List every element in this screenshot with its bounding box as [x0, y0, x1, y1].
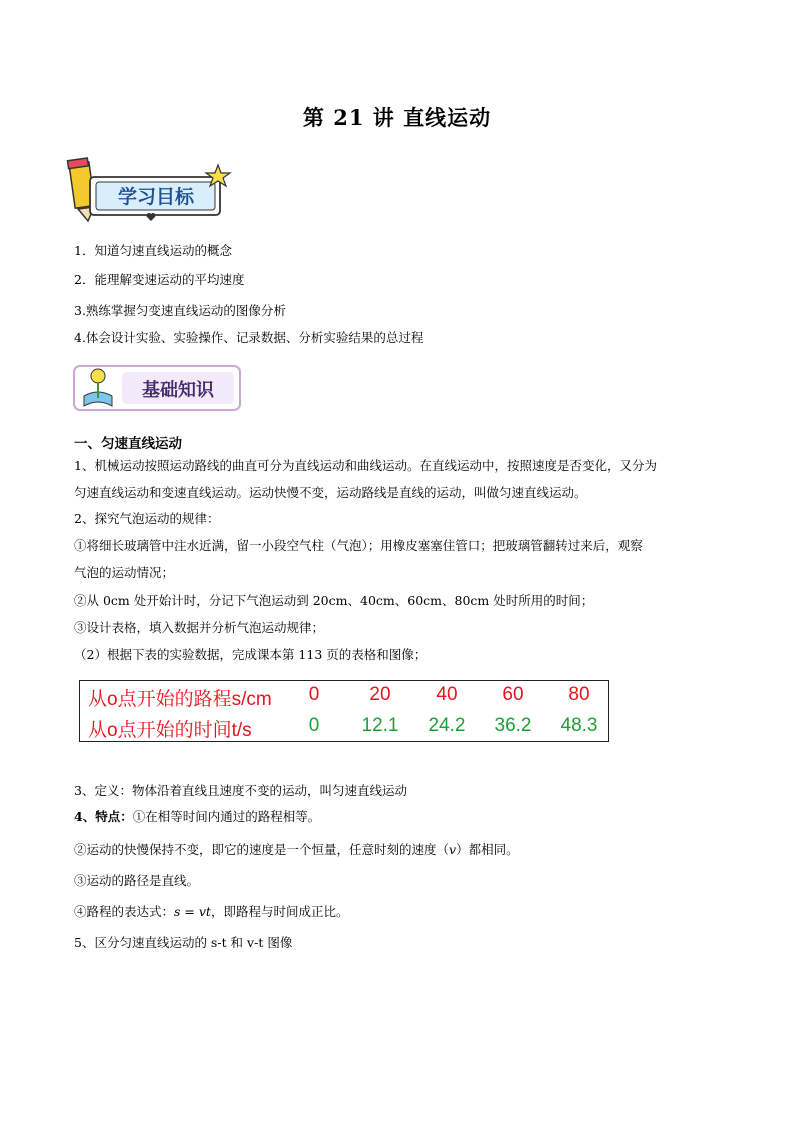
paragraph-3a: ①将细长玻璃管中注水近满，留一小段空气柱（气泡）；用橡皮塞塞住管口；把玻璃管翻转过来后，观察 — [74, 538, 643, 553]
row-label-time: 从o点开始的时间t/s — [88, 720, 252, 741]
table-cell: 36.2 — [494, 715, 532, 736]
basic-knowledge-label: 基础知识 — [142, 380, 214, 401]
paragraph-3b: 气泡的运动情况； — [74, 565, 175, 580]
paragraph-12: 5、区分匀速直线运动的 s-t 和 v-t 图像 — [74, 935, 293, 950]
paragraph-7: 3、定义：物体沿着直线且速度不变的运动，叫匀速直线运动 — [74, 783, 407, 798]
table-cell: 80 — [568, 684, 590, 705]
paragraph-1a: 1、机械运动按照运动路线的曲直可分为直线运动和曲线运动。在直线运动中，按照速度是否变化，又分为 — [74, 458, 657, 473]
formula-pre: ④路程的表达式： — [74, 904, 175, 919]
table-cell: 12.1 — [361, 715, 399, 736]
paragraph-2: 2、探究气泡运动的规律： — [74, 511, 220, 526]
paragraph-6: （2）根据下表的实验数据，完成课本第 113 页的表格和图像； — [74, 647, 427, 662]
table-cell: 0 — [308, 684, 320, 705]
table-cell: 20 — [369, 684, 391, 705]
row-label-distance: 从o点开始的路程s/cm — [88, 689, 272, 710]
feature-1: ①在相等时间内通过的路程相等。 — [132, 809, 321, 824]
table-cell: 48.3 — [560, 715, 598, 736]
paragraph-11 — [74, 904, 348, 920]
goal-1: 1．知道匀速直线运动的概念 — [74, 243, 232, 258]
learning-goals-badge — [66, 155, 236, 230]
table-cell: 24.2 — [428, 715, 466, 736]
experiment-data-table — [79, 680, 609, 742]
heart-icon — [147, 213, 156, 221]
goal-2: 2．能理解变速运动的平均速度 — [74, 272, 245, 287]
learning-goals-label: 学习目标 — [117, 186, 195, 208]
basic-knowledge-badge — [70, 362, 245, 418]
paragraph-5: ③设计表格，填入数据并分析气泡运动规律； — [74, 620, 325, 635]
paragraph-10: ③运动的路径是直线。 — [74, 873, 200, 888]
section-heading: 一、匀速直线运动 — [74, 436, 182, 452]
features-label: 4、特点： — [74, 809, 133, 824]
table-cell: 40 — [436, 684, 458, 705]
paragraph-8 — [74, 809, 320, 825]
goal-4: 4.体会设计实验、实验操作、记录数据、分析实验结果的总过程 — [74, 330, 424, 345]
goal-3: 3.熟练掌握匀变速直线运动的图像分析 — [74, 303, 286, 318]
formula: s = vt — [174, 904, 211, 919]
feature-2-post: ）都相同。 — [456, 842, 519, 857]
page-title: 第 21 讲 直线运动 — [302, 105, 492, 130]
velocity-symbol: v — [449, 842, 457, 857]
paragraph-4: ②从 0cm 处开始计时，分记下气泡运动到 20cm、40cm、60cm、80cm 处时所用的时间； — [74, 593, 594, 608]
paragraph-9 — [74, 842, 519, 858]
feature-2-pre: ②运动的快慢保持不变，即它的速度是一个恒量，任意时刻的速度（ — [74, 842, 450, 857]
table-cell: 0 — [308, 715, 320, 736]
table-row — [80, 681, 608, 712]
paragraph-1b: 匀速直线运动和变速直线运动。运动快慢不变，运动路线是直线的运动，叫做匀速直线运动。 — [74, 485, 587, 500]
formula-post: ，即路程与时间成正比。 — [210, 904, 349, 919]
table-row — [80, 712, 608, 743]
table-cell: 60 — [502, 684, 524, 705]
